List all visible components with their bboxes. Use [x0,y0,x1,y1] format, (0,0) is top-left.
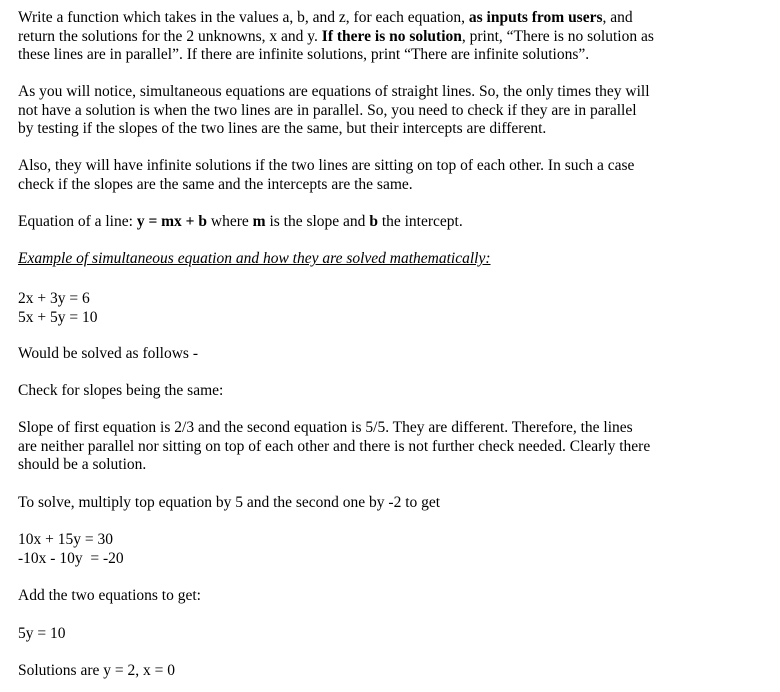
scaled-equation-1: 10x + 15y = 30 [18,531,113,548]
scaled-equation-2: -10x - 10y = -20 [18,549,124,567]
intro-paragraph [18,9,698,65]
solved-as-paragraph [18,345,698,364]
parallel-paragraph [18,83,698,139]
line-equation-paragraph [18,213,698,232]
intro-text: , and [602,9,633,26]
infinite-line-2: check if the slopes are the same and the intercepts are the same. [18,175,413,193]
line-eq-text: Equation of a line: [18,213,137,230]
intro-line-3: these lines are in parallel”. If there are infinite solutions, print “There are infinite solutions”. [18,46,590,64]
parallel-line-1: As you will notice, simultaneous equations are equations of straight lines. So, the only times they will [18,83,650,100]
line-equation [18,213,698,232]
example-heading: Example of simultaneous equation and how they are solved mathematically: [18,250,491,267]
solved-as-text: Would be solved as follows - [18,345,198,362]
multiply-text: To solve, multiply top equation by 5 and the second one by -2 to get [18,494,441,511]
add-paragraph [18,587,698,606]
scaled-equations-block [18,531,698,568]
example-heading-paragraph [18,250,698,269]
line-eq-b: b [369,213,378,230]
multiply-paragraph [18,494,698,513]
result-paragraph [18,625,698,644]
parallel-line-3: by testing if the slopes of the two lines are the same, but their intercepts are different. [18,120,547,138]
solutions-text: Solutions are y = 2, x = 0 [18,662,175,679]
equation-2: 5x + 5y = 10 [18,308,98,326]
infinite-paragraph [18,157,698,194]
line-eq-m: m [252,213,266,230]
add-text: Add the two equations to get: [18,587,201,604]
slope-line-1: Slope of first equation is 2/3 and the second equation is 5/5. They are different. Therefore, the lines [18,419,633,436]
intro-text: , print, “There is no solution as [461,27,654,45]
check-slopes-paragraph [18,382,698,401]
line-eq-formula: y = mx + b [136,213,208,230]
intro-line-1 [18,9,698,28]
line-eq-text: where [207,213,253,230]
line-eq-text: the intercept. [377,213,463,230]
intro-bold-inputs: as inputs from users [468,9,603,26]
solutions-paragraph [18,662,698,681]
intro-bold-no-solution: If there is no solution [321,27,462,45]
slope-line-3: should be a solution. [18,456,147,474]
intro-line-2 [18,28,698,47]
parallel-line-2: not have a solution is when the two lines are in parallel. So, you need to check if they are in parallel [18,101,637,119]
slope-paragraph [18,419,698,475]
slope-line-2: are neither parallel nor sitting on top of each other and there is not further check needed. Clearly there [18,437,651,455]
intro-text: Write a function which takes in the values a, b, and z, for each equation, [18,9,469,26]
equation-1: 2x + 3y = 6 [18,290,90,307]
infinite-line-1: Also, they will have infinite solutions if the two lines are sitting on top of each other. In such a case [18,157,635,174]
check-slopes-text: Check for slopes being the same: [18,382,224,399]
line-eq-text: is the slope and [265,213,370,230]
intro-text: return the solutions for the 2 unknowns, x and y. [18,27,322,45]
result-equation: 5y = 10 [18,625,66,642]
equations-block [18,290,698,327]
